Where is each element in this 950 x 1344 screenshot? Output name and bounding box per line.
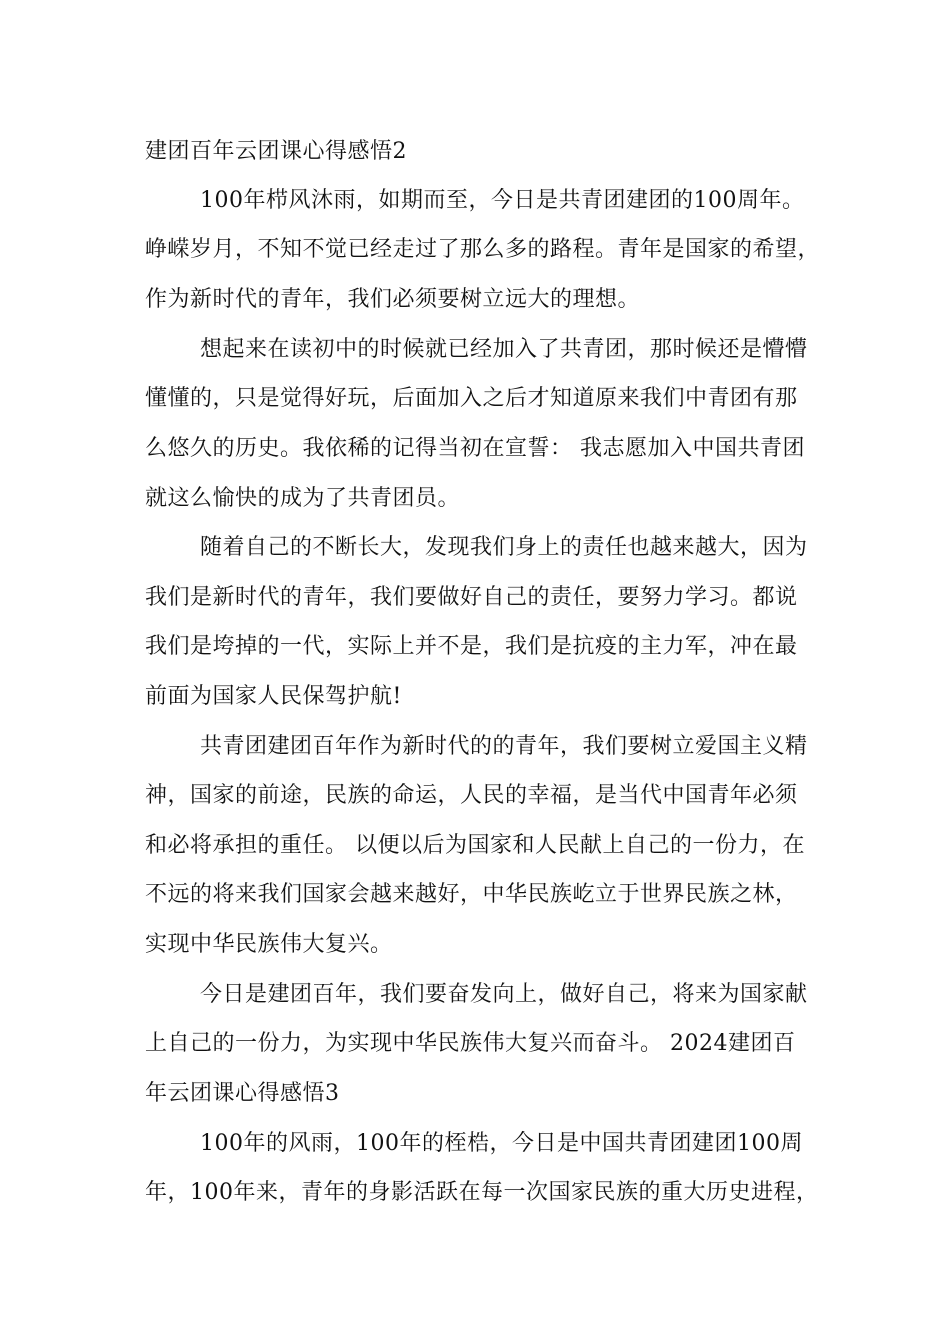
paragraph-line: 100年栉风沐雨，如期而至，今日是共青团建团的100周年。 (200, 188, 805, 213)
paragraph-line: 我们是垮掉的一代，实际上并不是，我们是抗疫的主力军，冲在最 (145, 634, 798, 659)
paragraph-line: 年，100年来，青年的身影活跃在每一次国家民族的重大历史进程， (145, 1180, 819, 1205)
paragraph-line: 实现中华民族伟大复兴。 (145, 932, 393, 957)
paragraph-line: 神，国家的前途，民族的命运，人民的幸福，是当代中国青年必须 (145, 783, 798, 808)
paragraph-line: 我们是新时代的青年，我们要做好自己的责任，要努力学习。都说 (145, 585, 798, 610)
paragraph-line: 上自己的一份力，为实现中华民族伟大复兴而奋斗。 2024建团百 (145, 1031, 796, 1056)
paragraph-line: 共青团建团百年作为新时代的的青年，我们要树立爱国主义精 (200, 734, 808, 759)
paragraph-line: 作为新时代的青年，我们必须要树立远大的理想。 (145, 287, 641, 312)
paragraph-line: 想起来在读初中的时候就已经加入了共青团，那时候还是懵懵 (200, 337, 808, 362)
paragraph-line: 就这么愉快的成为了共青团员。 (145, 486, 461, 511)
paragraph-line: 么悠久的历史。我依稀的记得当初在宣誓： 我志愿加入中国共青团 (145, 436, 805, 461)
paragraph-line: 懂懂的，只是觉得好玩，后面加入之后才知道原来我们中青团有那 (145, 386, 798, 411)
paragraph-line: 100年的风雨，100年的桎梏，今日是中国共青团建团100周 (200, 1131, 803, 1156)
paragraph-line: 不远的将来我们国家会越来越好，中华民族屹立于世界民族之林， (145, 882, 798, 907)
paragraph-line: 随着自己的不断长大，发现我们身上的责任也越来越大，因为 (200, 535, 808, 560)
section-heading: 建团百年云团课心得感悟2 (145, 139, 407, 164)
paragraph-line: 年云团课心得感悟3 (145, 1081, 340, 1106)
paragraph-line: 峥嵘岁月，不知不觉已经走过了那么多的路程。青年是国家的希望， (145, 237, 821, 262)
paragraph-line: 今日是建团百年，我们要奋发向上，做好自己，将来为国家献 (200, 982, 808, 1007)
paragraph-line: 前面为国家人民保驾护航! (145, 684, 402, 709)
paragraph-line: 和必将承担的重任。 以便以后为国家和人民献上自己的一份力，在 (145, 833, 805, 858)
